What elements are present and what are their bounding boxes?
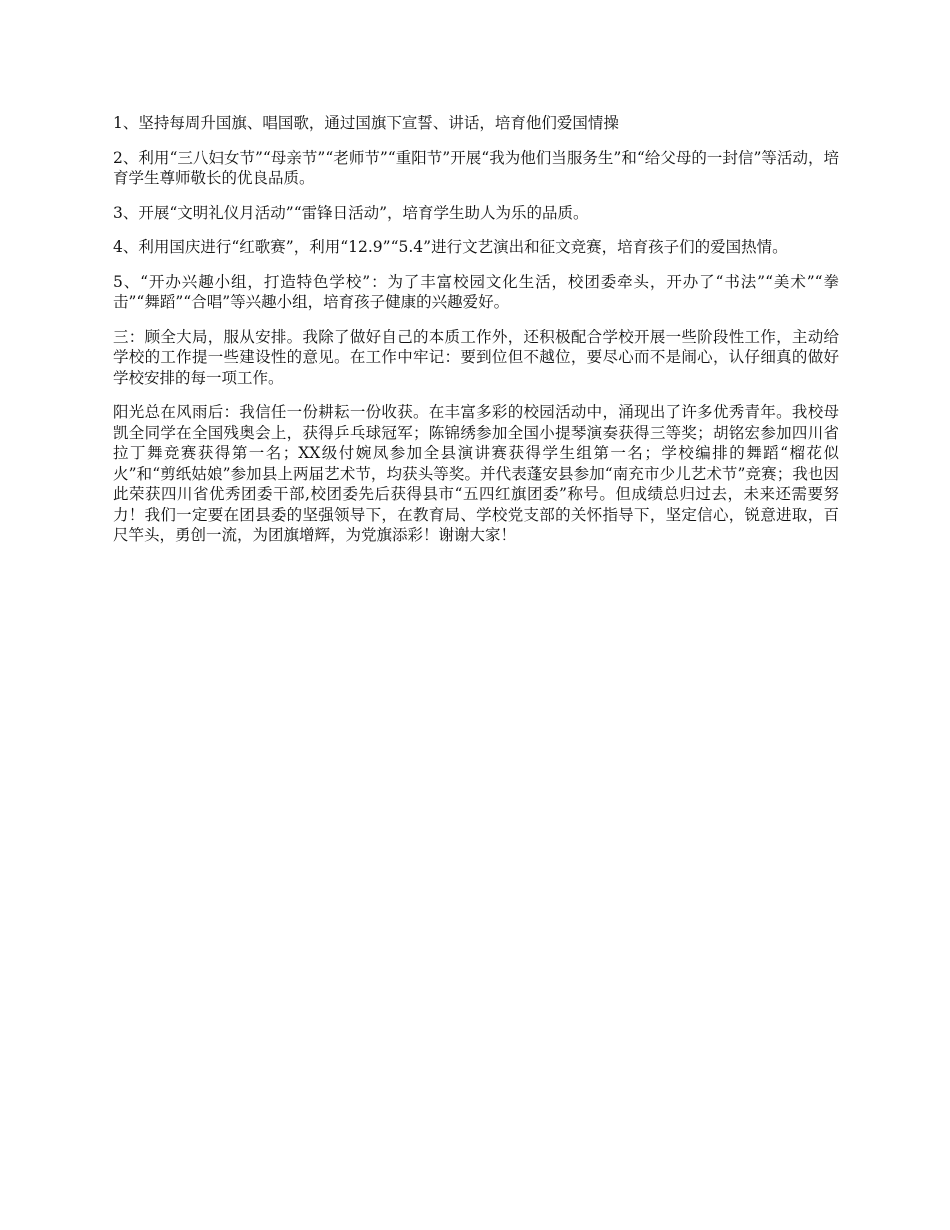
- paragraph-item-2: 2、利用“三八妇女节”“母亲节”“老师节”“重阳节”开展“我为他们当服务生”和“给父母的一封信”等活动，培育学生尊师敬长的优良品质。: [113, 148, 839, 187]
- paragraph-closing: 阳光总在风雨后：我信任一份耕耘一份收获。在丰富多彩的校园活动中，涌现出了许多优秀青年。我校母凯全同学在全国残奥会上，获得乒乓球冠军；陈锦绣参加全国小提琴演奏获得三等奖；胡铭宏参加四川省拉丁舞竞赛获得第一名；XX级付婉凤参加全县演讲赛获得学生组第一名；学校编排的舞蹈“榴花似火”和“剪纸姑娘”参加县上两届艺术节，均获头等奖。并代表蓬安县参加“南充市少儿艺术节”竞赛；我也因此荣获四川省优秀团委干部,校团委先后获得县市“五四红旗团委”称号。但成绩总归过去，未来还需要努力！我们一定要在团县委的坚强领导下，在教育局、学校党支部的关怀指导下，坚定信心，锐意进取，百尺竿头，勇创一流，为团旗增辉，为党旗添彩！谢谢大家！: [113, 403, 839, 544]
- paragraph-item-3: 3、开展“文明礼仪月活动”“雷锋日活动”，培育学生助人为乐的品质。: [113, 203, 589, 222]
- paragraph-item-4: 4、利用国庆进行“红歌赛”，利用“12.9”“5.4”进行文艺演出和征文竞赛，培育孩子们的爱国热情。: [113, 238, 788, 256]
- paragraph-item-5: 5、“开办兴趣小组，打造特色学校”：为了丰富校园文化生活，校团委牵头，开办了“书法”“美术”“拳击”“舞蹈”“合唱”等兴趣小组，培育孩子健康的兴趣爱好。: [113, 272, 839, 311]
- paragraph-section-three: 三：顾全大局，服从安排。我除了做好自己的本质工作外，还积极配合学校开展一些阶段性工作，主动给学校的工作提一些建设性的意见。在工作中牢记：要到位但不越位，要尽心而不是闹心，认仔细真的做好学校安排的每一项工作。: [113, 327, 839, 387]
- document-body: [113, 113, 839, 560]
- paragraph-item-1: 1、坚持每周升国旗、唱国歌，通过国旗下宣誓、讲话，培育他们爱国情操: [113, 114, 619, 132]
